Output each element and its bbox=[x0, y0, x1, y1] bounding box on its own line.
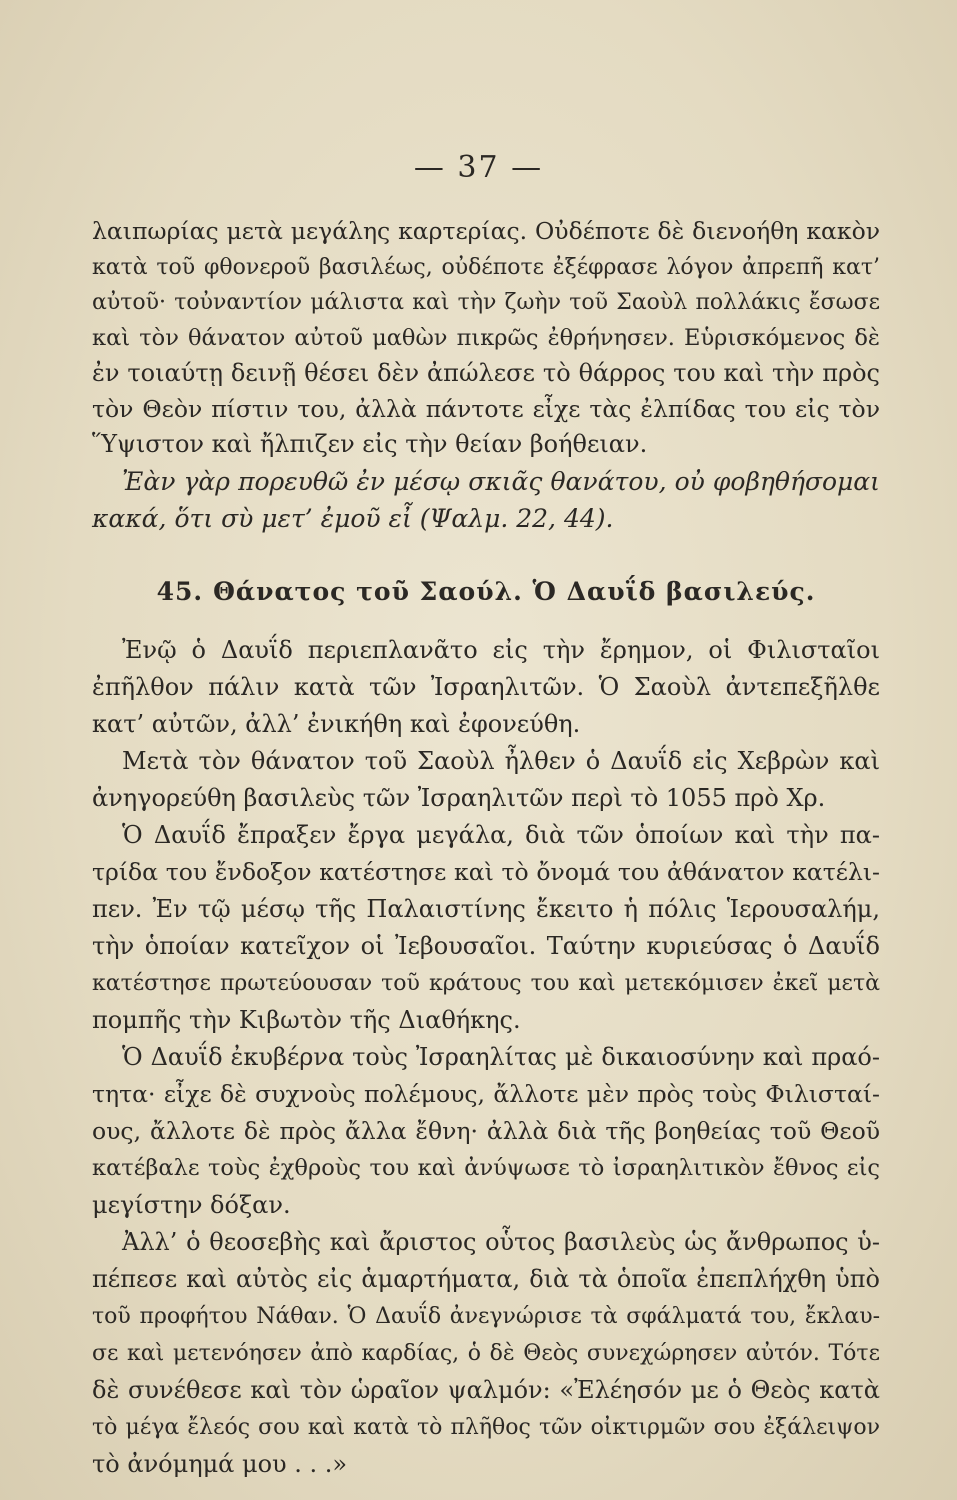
page-text bbox=[92, 214, 880, 1483]
text-line: Ὁ Δαυΐδ ἐκυβέρνα τοὺς Ἰσραηλίτας μὲ δικαιοσύνην καὶ πραό- bbox=[122, 1042, 880, 1071]
text-line: κατέστησε πρωτεύουσαν τοῦ κράτους του καὶ μετεκόμισεν ἐκεῖ μετὰ bbox=[92, 970, 880, 996]
text-line: ἐπῆλθον πάλιν κατὰ τῶν Ἰσραηλιτῶν. Ὁ Σαοὺλ ἀντεπεξῆλθε bbox=[92, 672, 880, 701]
text-line: πεν. Ἐν τῷ μέσῳ τῆς Παλαιστίνης ἔκειτο ἡ πόλις Ἱερουσαλήμ, bbox=[92, 894, 880, 923]
text-line: ἐν τοιαύτῃ δεινῇ θέσει δὲν ἀπώλεσε τὸ θάρρος του καὶ τὴν πρὸς bbox=[92, 359, 880, 387]
text-line: Ὕψιστον καὶ ἤλπιζεν εἰς τὴν θείαν βοήθειαν. bbox=[92, 430, 648, 458]
paragraph-5 bbox=[92, 1039, 880, 1224]
paragraph-6 bbox=[92, 1224, 880, 1483]
text-line: ἀνηγορεύθη βασιλεὺς τῶν Ἰσραηλιτῶν περὶ τὸ 1055 πρὸ Χρ. bbox=[92, 783, 826, 812]
text-line: τὸ ἀνόμημά μου . . .» bbox=[92, 1449, 348, 1478]
text-line: τρίδα του ἔνδοξον κατέστησε καὶ τὸ ὄνομά του ἀθάνατον κατέλι- bbox=[92, 857, 880, 886]
text-line: Ἀλλ’ ὁ θεοσεβὴς καὶ ἄριστος οὗτος βασιλεὺς ὡς ἄνθρωπος ὑ- bbox=[122, 1227, 880, 1256]
text-line: Ἐνῷ ὁ Δαυΐδ περιεπλανᾶτο εἰς τὴν ἔρημον, οἱ Φιλισταῖοι bbox=[122, 635, 880, 664]
text-line: ους, ἄλλοτε δὲ πρὸς ἄλλα ἔθνη· ἀλλὰ διὰ τῆς βοηθείας τοῦ Θεοῦ bbox=[92, 1116, 880, 1145]
text-line: τοῦ προφήτου Νάθαν. Ὁ Δαυΐδ ἀνεγνώρισε τὰ σφάλματά του, ἔκλαυ- bbox=[92, 1303, 880, 1329]
text-line: μεγίστην δόξαν. bbox=[92, 1190, 291, 1219]
text-line: λαιπωρίας μετὰ μεγάλης καρτερίας. Οὐδέποτε δὲ διενοήθη κακὸν bbox=[92, 217, 880, 245]
text-line: πέπεσε καὶ αὐτὸς εἰς ἁμαρτήματα, διὰ τὰ ὁποῖα ἐπεπλήχθη ὑπὸ bbox=[92, 1264, 880, 1293]
text-line: κατ’ αὐτῶν, ἀλλ’ ἐνικήθη καὶ ἐφονεύθη. bbox=[92, 709, 581, 738]
section-heading bbox=[92, 577, 880, 606]
scripture-quote bbox=[92, 463, 880, 537]
text-line: Μετὰ τὸν θάνατον τοῦ Σαοὺλ ἦλθεν ὁ Δαυΐδ εἰς Χεβρὼν καὶ bbox=[122, 746, 880, 775]
text-line: Ὁ Δαυΐδ ἔπραξεν ἔργα μεγάλα, διὰ τῶν ὁποίων καὶ τὴν πα- bbox=[122, 820, 880, 849]
paragraph-2 bbox=[92, 632, 880, 743]
section-number: 45. bbox=[156, 576, 204, 606]
section-body bbox=[92, 632, 880, 1483]
text-line: αὐτοῦ· τοὐναντίον μάλιστα καὶ τὴν ζωὴν τοῦ Σαοὺλ πολλάκις ἔσωσε bbox=[92, 290, 880, 315]
paragraph-4 bbox=[92, 817, 880, 1039]
text-line: καὶ τὸν θάνατον αὐτοῦ μαθὼν πικρῶς ἐθρήνησεν. Εὑρισκόμενος δὲ bbox=[92, 324, 880, 351]
text-line: τὴν ὁποίαν κατεῖχον οἱ Ἰεβουσαῖοι. Ταύτην κυριεύσας ὁ Δαυΐδ bbox=[92, 931, 880, 960]
text-line: πομπῆς τὴν Κιβωτὸν τῆς Διαθήκης. bbox=[92, 1005, 521, 1034]
section-title: Θάνατος τοῦ Σαούλ. Ὁ Δαυΐδ βασιλεύς. bbox=[213, 576, 816, 606]
text-line: κατὰ τοῦ φθονεροῦ βασιλέως, οὐδέποτε ἐξέφρασε λόγον ἀπρεπῆ κατ’ bbox=[92, 254, 880, 280]
paragraph-1 bbox=[92, 214, 880, 463]
paragraph-3 bbox=[92, 743, 880, 817]
text-line: δὲ συνέθεσε καὶ τὸν ὡραῖον ψαλμόν: «Ἐλέησόν με ὁ Θεὸς κατὰ bbox=[92, 1375, 880, 1404]
text-line: τητα· εἶχε δὲ συχνοὺς πολέμους, ἄλλοτε μὲν πρὸς τοὺς Φιλισταί- bbox=[92, 1079, 880, 1108]
page-number: — 37 — bbox=[413, 150, 544, 185]
text-line: τὸν Θεὸν πίστιν του, ἀλλὰ πάντοτε εἶχε τὰς ἐλπίδας του εἰς τὸν bbox=[92, 394, 880, 423]
quote-line: Ἐὰν γὰρ πορευθῶ ἐν μέσῳ σκιᾶς θανάτου, οὐ φοβηθήσομαι bbox=[122, 466, 880, 496]
text-line: τὸ μέγα ἔλεός σου καὶ κατὰ τὸ πλῆθος τῶν οἰκτιρμῶν σου ἐξάλειψον bbox=[92, 1414, 880, 1440]
quote-line: κακά, ὅτι σὺ μετ’ ἐμοῦ εἶ (Ψαλμ. 22, 44). bbox=[92, 503, 614, 533]
text-line: σε καὶ μετενόησεν ἀπὸ καρδίας, ὁ δὲ Θεὸς συνεχώρησεν αὐτόν. Τότε bbox=[92, 1340, 880, 1366]
text-line: κατέβαλε τοὺς ἐχθροὺς του καὶ ἀνύψωσε τὸ ἰσραηλιτικὸν ἔθνος εἰς bbox=[92, 1154, 880, 1181]
